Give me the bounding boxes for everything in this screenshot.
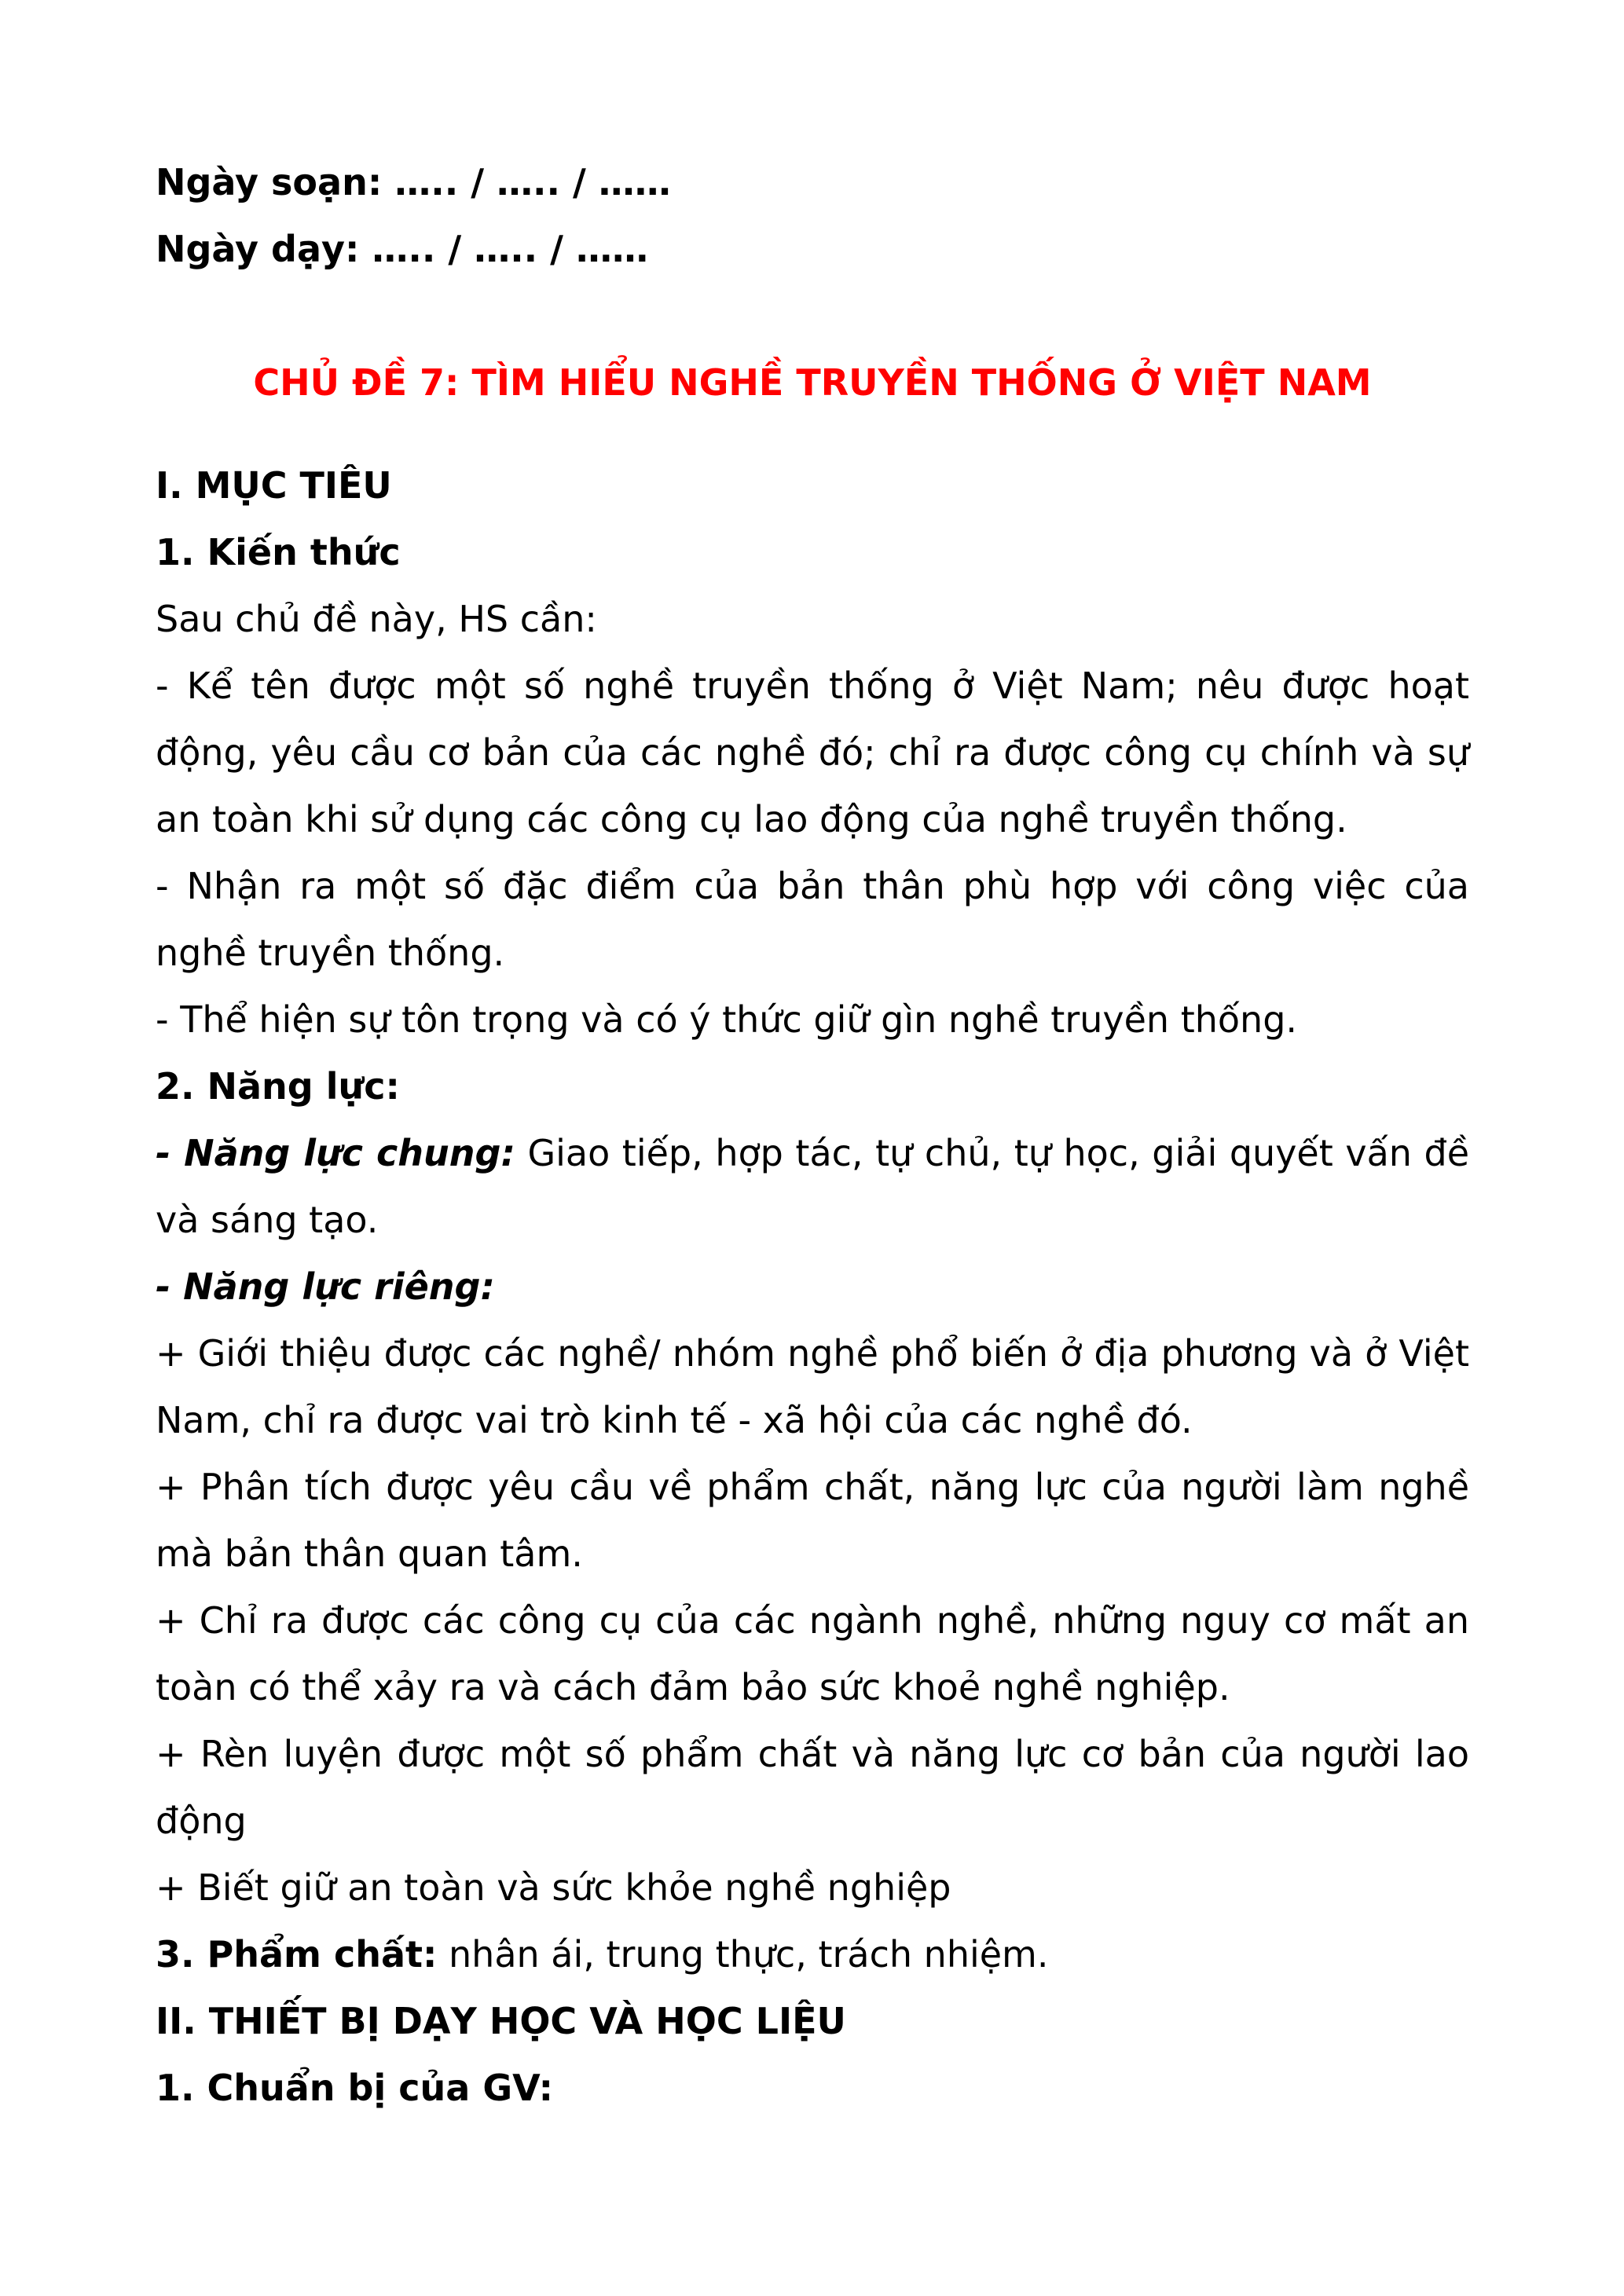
knowledge-item: - Kể tên được một số nghề truyền thống ở Việt Nam; nêu được hoạt động, yêu cầu cơ bản của các nghề đó; chỉ ra được công cụ chính và sự an toàn khi sử dụng các công cụ lao động của nghề truyền thống.	[156, 665, 1469, 840]
knowledge-item: - Nhận ra một số đặc điểm của bản thân phù hợp với công việc của nghề truyền thống.	[156, 865, 1469, 974]
section-1-heading: I. MỤC TIÊU	[156, 464, 392, 507]
qualities	[156, 1921, 1469, 1988]
section-2-heading: II. THIẾT BỊ DẠY HỌC VÀ HỌC LIỆU	[156, 2000, 846, 2042]
specific-competence-label: - Năng lực riêng:	[156, 1265, 495, 1308]
specific-competence-item: + Giới thiệu được các nghề/ nhóm nghề phổ biến ở địa phương và ở Việt Nam, chỉ ra được vai trò kinh tế - xã hội của các nghề đó.	[156, 1332, 1469, 1441]
general-competence-text: Giao tiếp, hợp tác, tự chủ, tự học, giải quyết vấn đề và sáng tạo.	[156, 1132, 1469, 1241]
specific-competence-item: + Chỉ ra được các công cụ của các ngành nghề, những nguy cơ mất an toàn có thể xảy ra và cách đảm bảo sức khoẻ nghề nghiệp.	[156, 1599, 1469, 1708]
date-block	[156, 149, 1469, 283]
knowledge-intro: Sau chủ đề này, HS cần:	[156, 598, 597, 640]
document-content	[156, 149, 1469, 2122]
knowledge-item: - Thể hiện sự tôn trọng và có ý thức giữ gìn nghề truyền thống.	[156, 998, 1298, 1041]
general-competence-label: - Năng lực chung:	[156, 1132, 515, 1174]
general-competence	[156, 1120, 1469, 1254]
competence-heading: 2. Năng lực:	[156, 1065, 400, 1108]
taught-date: Ngày dạy: ….. / ….. / ……	[156, 228, 648, 270]
teacher-preparation-heading: 1. Chuẩn bị của GV:	[156, 2067, 554, 2109]
knowledge-heading: 1. Kiến thức	[156, 531, 401, 573]
topic-title: CHỦ ĐỀ 7: TÌM HIỂU NGHỀ TRUYỀN THỐNG Ở VIỆT NAM	[253, 361, 1372, 404]
qualities-text: nhân ái, trung thực, trách nhiệm.	[437, 1933, 1049, 1976]
specific-competence-item: + Phân tích được yêu cầu về phẩm chất, năng lực của người làm nghề mà bản thân quan tâm.	[156, 1466, 1469, 1575]
prepared-date: Ngày soạn: ….. / ….. / ……	[156, 161, 671, 203]
qualities-label: 3. Phẩm chất:	[156, 1933, 438, 1976]
specific-competence-item: + Biết giữ an toàn và sức khỏe nghề nghiệp	[156, 1866, 951, 1909]
specific-competence-item: + Rèn luyện được một số phẩm chất và năng lực cơ bản của người lao động	[156, 1733, 1469, 1842]
